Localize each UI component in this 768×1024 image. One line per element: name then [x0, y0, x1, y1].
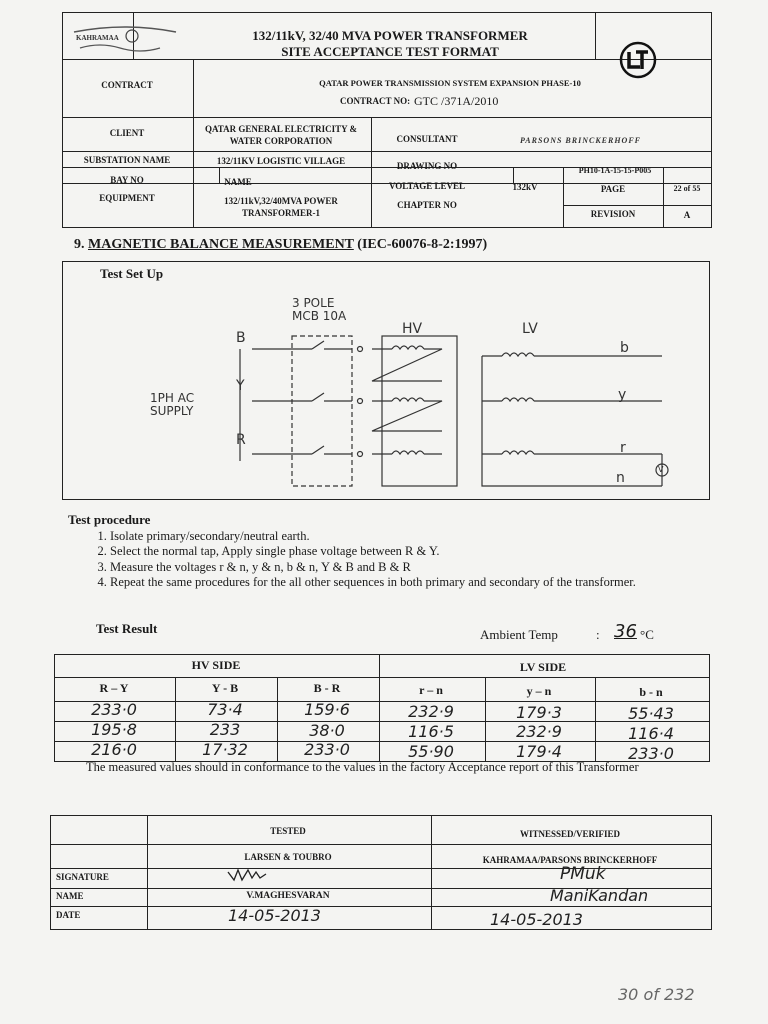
chapter-label: CHAPTER NO [397, 200, 457, 210]
tested-name: V.MAGHESVARAN [246, 891, 330, 901]
table-cell: 73·4 [207, 700, 243, 719]
col-header: r – n [419, 683, 443, 697]
kahramaa-logo [70, 24, 180, 54]
bay-label: BAY NO [110, 175, 144, 185]
result-title: Test Result [96, 621, 158, 636]
table-cell: 233 [209, 720, 241, 739]
equipment-value-line1: 132/11kV,32/40MVA POWER [224, 196, 338, 206]
client-value-line1: QATAR GENERAL ELECTRICITY & [204, 124, 358, 134]
section-standard: (IEC-60076-8-2:1997) [357, 237, 488, 252]
col-header: b - n [639, 685, 663, 699]
setup-title: Test Set Up [100, 266, 164, 281]
hv-label: HV [402, 321, 423, 337]
ambient-colon: : [596, 627, 600, 642]
revision-value: A [683, 210, 691, 220]
table-cell: 233·0 [304, 740, 350, 759]
table-cell: 233·0 [628, 744, 674, 763]
contract-no-value: GTC /371A/2010 [414, 94, 499, 108]
svg-text:KAHRAMAA: KAHRAMAA [76, 34, 119, 42]
table-cell: 116·4 [628, 724, 674, 743]
table-cell: 195·8 [91, 720, 137, 739]
section-heading [74, 237, 487, 253]
mcb-label-2: MCB 10A [292, 309, 347, 323]
ambient-value: 36 [614, 621, 637, 642]
table-cell: 179·4 [516, 742, 562, 761]
sec-b-label: b [620, 340, 629, 356]
contract-label: CONTRACT [101, 80, 153, 90]
table-cell: 159·6 [304, 700, 350, 719]
lv-label: LV [522, 321, 538, 337]
procedure-list [96, 529, 676, 590]
table-cell: 216·0 [91, 740, 137, 759]
date-label: DATE [56, 910, 81, 920]
doc-title-line1: 132/11kV, 32/40 MVA POWER TRANSFORMER [252, 28, 528, 43]
substation-value: 132/11KV LOGISTIC VILLAGE [216, 156, 346, 166]
witnessed-company: KAHRAMAA/PARSONS BRINCKERHOFF [482, 855, 658, 865]
procedure-step: 2. Select the normal tap, Apply single phase voltage between R & Y. [110, 544, 676, 559]
contract-value: QATAR POWER TRANSMISSION SYSTEM EXPANSION PHASE-10 [319, 78, 581, 88]
drawing-label: DRAWING NO [396, 161, 458, 171]
table-cell: 179·3 [516, 703, 562, 722]
phase-b-label: B [236, 330, 246, 346]
table-cell: 55·43 [628, 704, 674, 723]
page-label: PAGE [600, 184, 626, 194]
table-cell: 38·0 [309, 721, 345, 740]
contract-no-label: CONTRACT NO: [340, 96, 411, 106]
doc-title-line2: SITE ACCEPTANCE TEST FORMAT [281, 44, 499, 59]
hv-side-header: HV SIDE [191, 658, 241, 672]
lv-side-header: LV SIDE [519, 660, 567, 674]
col-header: R – Y [99, 681, 129, 695]
page-marker: 30 of 232 [618, 985, 695, 1004]
section-number: 9. [74, 237, 85, 252]
procedure-step: 3. Measure the voltages r & n, y & n, b & n, Y & B and B & R [110, 560, 676, 575]
tested-header: TESTED [270, 826, 306, 836]
tested-date: 14-05-2013 [228, 906, 321, 925]
sec-y-label: y [618, 387, 627, 403]
table-cell: 116·5 [408, 722, 454, 741]
name-label: NAME [56, 891, 84, 901]
col-header: B - R [313, 681, 341, 695]
client-value-line2: WATER CORPORATION [229, 136, 333, 146]
page-value: 22 of 55 [673, 184, 701, 193]
ambient-unit: °C [640, 627, 654, 642]
sec-r-label: r [620, 440, 626, 456]
col-header: y – n [526, 684, 552, 698]
tested-signature [226, 866, 272, 884]
wiring-diagram [62, 261, 708, 498]
voltmeter-icon: V [658, 465, 664, 474]
witnessed-header: WITNESSED/VERIFIED [519, 829, 621, 839]
client-label: CLIENT [109, 128, 145, 138]
voltage-label: VOLTAGE LEVEL [388, 181, 466, 191]
procedure-step: 1. Isolate primary/secondary/neutral earth. [110, 529, 676, 544]
procedure-title: Test procedure [68, 512, 151, 527]
voltage-value: 132kV [512, 182, 538, 192]
sec-n-label: n [616, 470, 625, 486]
witnessed-name: ManiKandan [550, 886, 649, 905]
result-note: The measured values should in conformance to the values in the factory Acceptance report of this Transformer [86, 760, 639, 774]
equipment-label: EQUIPMENT [99, 193, 155, 203]
table-cell: 232·9 [408, 702, 454, 721]
parsons-logo: PARSONS BRINCKERHOFF [520, 136, 641, 145]
witnessed-signature: PMuk [560, 864, 606, 884]
witnessed-date: 14-05-2013 [490, 910, 583, 929]
mcb-label-1: 3 POLE [292, 296, 335, 310]
table-cell: 233·0 [91, 700, 137, 719]
phase-r-label: R [236, 432, 246, 448]
ambient-label: Ambient Temp [480, 627, 558, 642]
col-header: Y - B [211, 681, 239, 695]
consultant-label: CONSULTANT [396, 134, 458, 144]
signature-label: SIGNATURE [56, 872, 109, 882]
table-cell: 55·90 [408, 742, 454, 761]
lt-logo [618, 40, 658, 80]
tested-company: LARSEN & TOUBRO [244, 852, 332, 862]
equipment-value-line2: TRANSFORMER-1 [242, 208, 320, 218]
phase-y-label: Y [236, 378, 245, 394]
supply-label-2: SUPPLY [150, 404, 194, 418]
name-label-header: NAME [224, 177, 252, 187]
table-cell: 17·32 [202, 740, 248, 759]
substation-label: SUBSTATION NAME [83, 155, 171, 165]
revision-label: REVISION [590, 209, 636, 219]
drawing-value: PH10-1A-15-15-P005 [578, 166, 652, 175]
procedure-step: 4. Repeat the same procedures for the all other sequences in both primary and secondary of the transformer. [110, 575, 676, 590]
supply-label-1: 1PH AC [150, 391, 195, 405]
section-title: MAGNETIC BALANCE MEASUREMENT [88, 237, 354, 252]
table-cell: 232·9 [516, 722, 562, 741]
